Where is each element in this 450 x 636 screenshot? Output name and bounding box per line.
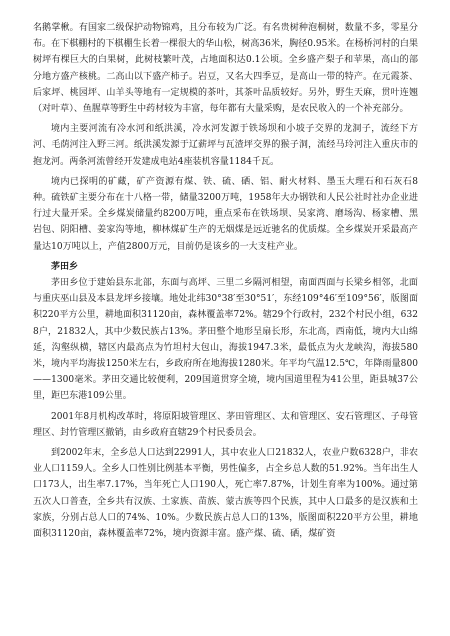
- paragraph-reform: 2001年8月机构改革时，将原阳坡管理区、茅田管理区、太和管理区、安石管理区、子母管理区、封竹管理区撤销，由乡政府直辖29个村民委员会。: [33, 411, 418, 438]
- document-page: [33, 20, 418, 620]
- paragraph-flora: 名鹅掌楸。有国家二级保护动物锦鸡，且分布较为广泛。有名贵树种泡桐树，数量不多，零星分布。在下棋棚村的下棋棚生长着一棵很大的华山松，树高36米，胸径0.95米。在杨桥河村的白果树坪有棵巨大的白果树，此树枝繁叶茂，占地面积达0.1公顷。全乡盛产梨子和苹果，高山的部分地方盛产核桃。二高山以下盛产柿子。岩豆，又名大四季豆，是高山一带的特产。在元霞茶、后家坪、桃园坪、山羊头等地有一定规模的茶叶，其茶叶品质较好。另外，野生天麻，贯叶连翘（对叶草）、鱼腥草等野生中药材较为丰富，每年都有大量采购，是农民收入的一个补充部分。: [33, 23, 418, 115]
- paragraph-rivers: 境内主要河流有冷水河和纸洪溪，冷水河发源于铁场坝和小坡子交界的龙洞子，流经下方河、毛荫河注入野三河。纸洪溪发源于辽薪坪与瓦渣坪交界的猴子洞，流经马玲河注入重庆市的抱龙河。两条河流曾经开发建成电站4座装机容量1184千瓦。: [33, 124, 418, 167]
- section-heading: 茅田乡: [51, 261, 79, 272]
- paragraph-minerals: 境内已探明的矿藏，矿产资源有煤、铁、硫、硒、铝、耐火材料、墨玉大理石和石灰石8种。硫铁矿主要分布在十八格一带，储量3200万吨，1958年大办钢铁和人民公社时社办企业进行过大量开采。全乡煤炭储量约8200万吨，重点采布在铁场坝、吴家湾、磨场沟、杨家槽、黑岩包、阴阳槽、姜家沟等地，柳林煤矿生产的无烟煤是远近驰名的优质煤。全乡煤炭开采最高产量达10万吨以上，产值2800万元，目前仍是该乡的一大支柱产业。: [33, 176, 418, 252]
- paragraph-township-overview: 茅田乡位于建始县东北部，东面与高坪、三里二乡隔河相望，南面西面与长梁乡相邻，北面与重庆巫山县及本县龙坪乡接壤。地处北纬30°38′至30°51′，东经109°46′至109°56′，版图面积220平方公里，耕地面积31120亩，森林覆盖率72%。辖29个行政村，232个村民小组，6328户，21832人，其中少数民族占13%。茅田整个地形呈扇长形，东北高，西南低，境内大山绵延，沟壑纵横，辖区内最高点为竹坦村大包山，海拔1947.3米，最低点为火龙峡沟，海拔580米，境内平均海拔1250米左右，乡政府所在地海拔1280米。年平均气温12.5℃，年降雨量800——1300毫米。茅田交通比较便利，209国道贯穿全境，境内国道里程为41公里，距县城37公里，距巴东港109公里。: [33, 278, 418, 402]
- paragraph-population: 到2002年末，全乡总人口达到22991人，其中农业人口21832人，农业户数6328户，非农业人口1159人。全乡人口性别比例基本平衡，男性偏多，占全乡总人数的51.92%。当年出生人口173人，出生率7.17%，当年死亡人口190人，死亡率7.87%，计划生育率为100%。通过第五次人口普查，全乡共有汉族、土家族、苗族、蒙古族等四个民族，其中人口最多的是汉族和土家族，分别占总人口的74%、10%。少数民族占总人口的13%，版图面积220平方公里，耕地面积31120亩，森林覆盖率72%，境内资源丰富。盛产煤、硫、硒，煤矿资: [33, 448, 418, 540]
